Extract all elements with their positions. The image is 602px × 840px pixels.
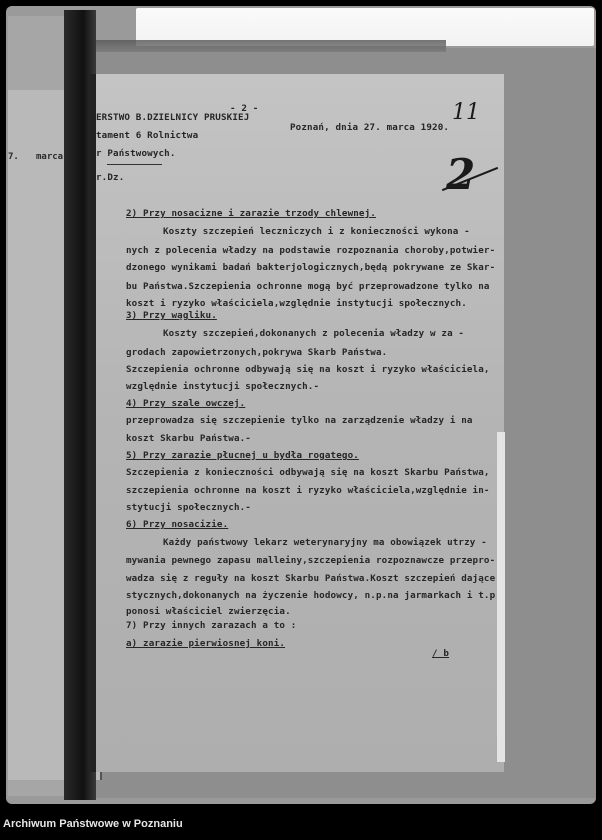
header-line-3: r Państwowych. <box>96 148 176 159</box>
body-line: grodach zapowietrzonych,pokrywa Skarb Państwa. <box>126 347 388 358</box>
body-line: przeprowadza się szczepienie tylko na zarządzenie władzy i na <box>126 415 473 426</box>
body-line: wadza się z reguły na koszt Skarbu Państwa.Koszt szczepień dające <box>126 573 496 584</box>
body-line: dzonego wynikami badań bakterjologicznych,będą pokrywane ze Skar- <box>126 262 496 273</box>
body-line: koszt Skarbu Państwa.- <box>126 433 251 444</box>
body-line: nych z polecenia władzy na podstawie rozpoznania choroby,potwier- <box>126 245 496 256</box>
header-line-1: ERSTWO B.DZIELNICY PRUSKIEJ <box>96 112 250 123</box>
body-line: Koszty szczepień,dokonanych z polecenia władzy w za - <box>163 328 465 339</box>
header-rule <box>107 164 162 165</box>
body-line: 7) Przy innych zarazach a to : <box>126 620 297 631</box>
under-sheet-text: marca <box>36 152 64 162</box>
date-line: Poznań, dnia 27. marca 1920. <box>290 122 450 133</box>
body-line: koszt i ryzyko właściciela,względnie instytucji społecznych. <box>126 298 467 309</box>
page-right-edge <box>497 432 505 762</box>
header-line-2: tament 6 Rolnictwa <box>96 130 199 141</box>
body-line: stytucji społecznych.- <box>126 502 251 513</box>
body-line: względnie instytucji społecznych.- <box>126 381 320 392</box>
body-line: Szczepienia ochronne odbywają się na koszt i ryzyko właściciela, <box>126 364 490 375</box>
shadow-band <box>86 40 446 52</box>
body-line: bu Państwa.Szczepienia ochronne mogą być przeprowadzone tylko na <box>126 281 490 292</box>
body-line: stycznych,dokonanych na życzenie hodowcy, n.p.na jarmarkach i t.p <box>126 590 496 601</box>
section-heading: 4) Przy szale owczej. <box>126 398 246 409</box>
body-line: szczepienia ochronne na koszt i ryzyko właściciela,względnie in- <box>126 485 490 496</box>
section-heading: 6) Przy nosacizie. <box>126 519 229 530</box>
body-line: ponosi właściciel zwierzęcia. <box>126 606 291 617</box>
handwritten-mark: 2 <box>446 150 476 199</box>
section-heading: 2) Przy nosacizne i zarazie trzody chlewnej. <box>126 208 376 219</box>
section-heading: 3) Przy wągliku. <box>126 310 217 321</box>
continuation-mark: / b <box>432 648 450 659</box>
archive-credit: Archiwum Państwowe w Poznaniu <box>3 818 183 830</box>
section-heading: a) zarazie pierwiosnej koni. <box>126 638 286 649</box>
reference-number: r.Dz. <box>96 172 125 183</box>
body-line: mywania pewnego zapasu malleiny,szczepienia rozpoznawcze przepro- <box>126 555 496 566</box>
body-line: Szczepienia z konieczności odbywają się na koszt Skarbu Państwa, <box>126 467 490 478</box>
page-marker: - 2 - <box>230 103 259 114</box>
handwritten-number: 11 <box>452 100 480 125</box>
under-sheet-prefix: 7. <box>8 152 19 162</box>
section-heading: 5) Przy zarazie płucnej u bydła rogatego. <box>126 450 359 461</box>
body-line: Koszty szczepień leczniczych i z konieczności wykona - <box>163 226 470 237</box>
body-line: Każdy państwowy lekarz weterynaryjny ma obowiązek utrzy - <box>163 537 487 548</box>
